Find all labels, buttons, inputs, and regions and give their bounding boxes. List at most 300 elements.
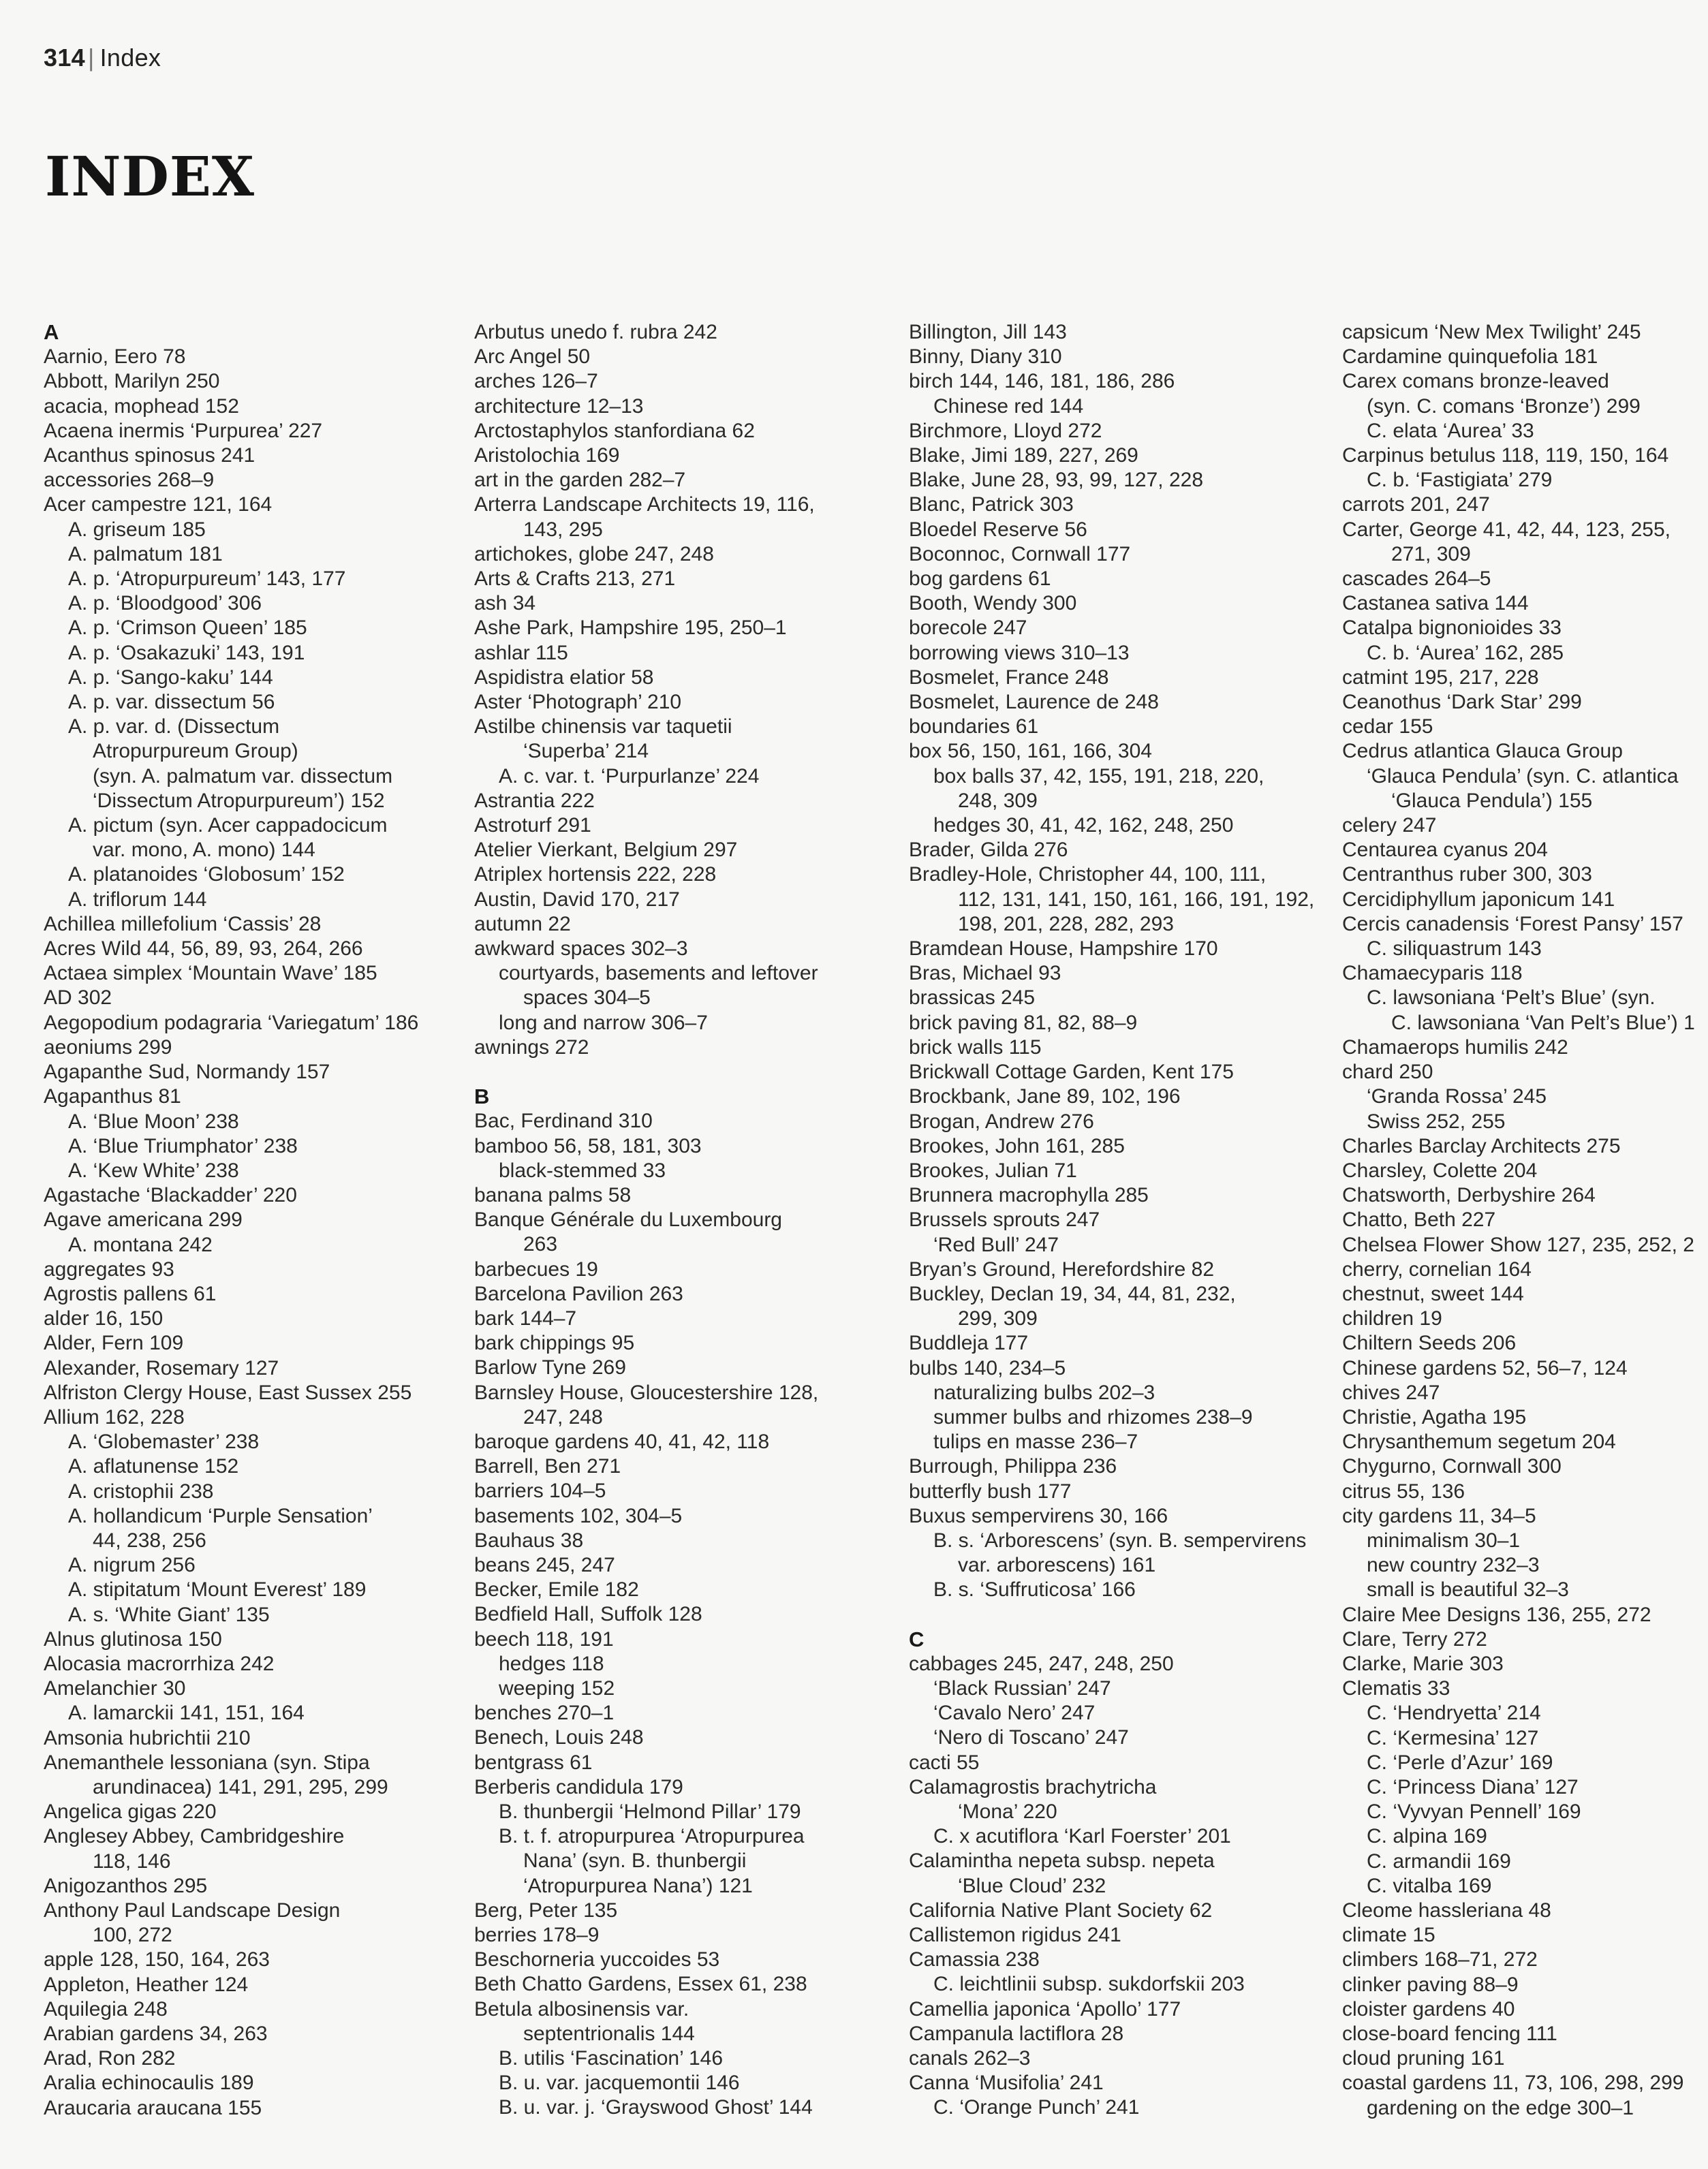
index-subentry: C. b. ‘Aurea’ 162, 285 xyxy=(1367,641,1564,664)
index-entry: brassicas 245 xyxy=(909,986,1036,1010)
index-entry: Cercidiphyllum japonicum 141 xyxy=(1342,888,1615,911)
index-subentry: B. u. var. jacquemontii 146 xyxy=(499,2072,740,2095)
index-subentry: long and narrow 306–7 xyxy=(499,1011,708,1034)
index-entry: boundaries 61 xyxy=(909,715,1039,738)
index-entry: beech 118, 191 xyxy=(474,1627,614,1651)
index-entry: Carpinus betulus 118, 119, 150, 164 xyxy=(1342,444,1669,467)
index-entry: Chygurno, Cornwall 300 xyxy=(1342,1455,1562,1478)
index-entry: Astilbe chinensis var taquetii xyxy=(474,715,732,738)
index-entry: Alnus glutinosa 150 xyxy=(44,1627,222,1651)
index-subentry: Swiss 252, 255 xyxy=(1367,1110,1506,1133)
index-entry: climbers 168–71, 272 xyxy=(1342,1948,1538,1971)
letter-heading: A xyxy=(44,320,59,344)
index-entry: Acer campestre 121, 164 xyxy=(44,493,273,516)
index-entry: Binny, Diany 310 xyxy=(909,345,1062,369)
index-entry: Brader, Gilda 276 xyxy=(909,839,1068,862)
index-entry: Betula albosinensis var. xyxy=(474,1997,689,2020)
index-subentry: minimalism 30–1 xyxy=(1367,1529,1521,1552)
index-subentry: 143, 295 xyxy=(523,518,603,541)
index-subentry: A. lamarckii 141, 151, 164 xyxy=(68,1702,305,1725)
index-entry: Chelsea Flower Show 127, 235, 252, 2 xyxy=(1342,1233,1694,1256)
index-entry: Christie, Agatha 195 xyxy=(1342,1405,1527,1429)
index-entry: Billington, Jill 143 xyxy=(909,321,1067,343)
index-entry: borrowing views 310–13 xyxy=(909,641,1130,664)
index-subentry: A. p. ‘Bloodgood’ 306 xyxy=(68,592,262,615)
index-entry: Anthony Paul Landscape Design xyxy=(44,1899,341,1922)
index-entry: Astrantia 222 xyxy=(474,789,595,812)
index-entry: awnings 272 xyxy=(474,1035,589,1059)
index-subentry: ‘Superba’ 214 xyxy=(523,740,649,763)
index-subentry: ‘Red Bull’ 247 xyxy=(933,1233,1059,1256)
index-entry: alder 16, 150 xyxy=(44,1307,164,1330)
index-subentry: A. p. var. d. (Dissectum xyxy=(68,715,280,738)
index-entry: Chamaerops humilis 242 xyxy=(1342,1035,1568,1059)
index-entry: Brockbank, Jane 89, 102, 196 xyxy=(909,1085,1181,1108)
index-entry: Bras, Michael 93 xyxy=(909,962,1061,985)
index-subentry: C. alpina 169 xyxy=(1367,1825,1487,1848)
index-subentry: C. siliquastrum 143 xyxy=(1367,937,1542,961)
index-subentry: ‘Glauca Pendula’) 155 xyxy=(1391,789,1593,812)
index-entry: Arad, Ron 282 xyxy=(44,2047,176,2070)
index-entry: Clarke, Marie 303 xyxy=(1342,1652,1504,1675)
index-subentry: arundinacea) 141, 291, 295, 299 xyxy=(93,1775,388,1798)
index-entry: Araucaria araucana 155 xyxy=(44,2096,262,2119)
index-entry: Barcelona Pavilion 263 xyxy=(474,1282,683,1305)
index-entry: bulbs 140, 234–5 xyxy=(909,1356,1066,1379)
index-entry: Clematis 33 xyxy=(1342,1677,1450,1700)
index-subentry: A. p. ‘Sango-kaku’ 144 xyxy=(68,666,273,689)
index-entry: basements 102, 304–5 xyxy=(474,1504,683,1527)
index-entry: Brookes, Julian 71 xyxy=(909,1159,1077,1182)
index-entry: Chiltern Seeds 206 xyxy=(1342,1332,1517,1355)
index-subentry: small is beautiful 32–3 xyxy=(1367,1578,1569,1602)
index-entry: Birchmore, Lloyd 272 xyxy=(909,419,1102,442)
index-subentry: A. triflorum 144 xyxy=(68,888,207,911)
index-entry: Achillea millefolium ‘Cassis’ 28 xyxy=(44,912,322,935)
index-entry: Allium 162, 228 xyxy=(44,1405,185,1429)
index-subentry: 198, 201, 228, 282, 293 xyxy=(958,912,1174,935)
index-entry: aggregates 93 xyxy=(44,1258,174,1281)
index-subentry: 100, 272 xyxy=(93,1924,172,1947)
index-entry: Bramdean House, Hampshire 170 xyxy=(909,937,1218,961)
index-entry: Agastache ‘Blackadder’ 220 xyxy=(44,1184,297,1207)
index-entry: cabbages 245, 247, 248, 250 xyxy=(909,1652,1174,1675)
index-column-4 xyxy=(1342,320,1708,2121)
index-entry: Aster ‘Photograph’ 210 xyxy=(474,691,682,714)
index-entry: Cercis canadensis ‘Forest Pansy’ 157 xyxy=(1342,912,1683,935)
index-entry: cascades 264–5 xyxy=(1342,567,1491,591)
index-entry: Bradley-Hole, Christopher 44, 100, 111, xyxy=(909,863,1267,886)
section-gap xyxy=(909,1603,1304,1627)
index-subentry: 118, 146 xyxy=(93,1850,171,1873)
index-entry: barbecues 19 xyxy=(474,1258,598,1281)
index-subentry: tulips en masse 236–7 xyxy=(933,1431,1138,1454)
index-subentry: summer bulbs and rhizomes 238–9 xyxy=(933,1405,1253,1429)
index-subentry: Chinese red 144 xyxy=(933,394,1084,418)
index-entry: Agrostis pallens 61 xyxy=(44,1282,217,1305)
index-entry: Barrell, Ben 271 xyxy=(474,1455,621,1478)
index-entry: cacti 55 xyxy=(909,1751,980,1774)
index-subentry: black-stemmed 33 xyxy=(499,1159,666,1182)
index-subentry: A. pictum (syn. Acer cappadocicum xyxy=(68,814,388,837)
index-entry: Blanc, Patrick 303 xyxy=(909,493,1074,516)
index-subentry: courtyards, basements and leftover xyxy=(499,962,818,985)
index-subentry: A. aflatunense 152 xyxy=(68,1455,239,1478)
index-entry: Castanea sativa 144 xyxy=(1342,592,1529,615)
index-entry: Benech, Louis 248 xyxy=(474,1726,644,1749)
index-entry: box 56, 150, 161, 166, 304 xyxy=(909,740,1152,763)
index-entry: Bauhaus 38 xyxy=(474,1529,584,1552)
index-entry: bentgrass 61 xyxy=(474,1751,593,1774)
index-entry: Aquilegia 248 xyxy=(44,1997,168,2020)
index-entry: Appleton, Heather 124 xyxy=(44,1973,249,1996)
index-entry: city gardens 11, 34–5 xyxy=(1342,1504,1536,1527)
index-subentry: naturalizing bulbs 202–3 xyxy=(933,1381,1155,1404)
index-entry: Arctostaphylos stanfordiana 62 xyxy=(474,419,755,442)
index-subentry: A. p. var. dissectum 56 xyxy=(68,691,275,714)
index-entry: bog gardens 61 xyxy=(909,567,1051,591)
index-subentry: A. griseum 185 xyxy=(68,518,206,541)
index-entry: close-board fencing 111 xyxy=(1342,2023,1557,2046)
index-entry: Acaena inermis ‘Purpurea’ 227 xyxy=(44,419,323,442)
index-entry: Bloedel Reserve 56 xyxy=(909,518,1087,541)
index-entry: Ceanothus ‘Dark Star’ 299 xyxy=(1342,691,1582,714)
index-entry: Clare, Terry 272 xyxy=(1342,1627,1487,1651)
index-entry: Becker, Emile 182 xyxy=(474,1578,639,1602)
index-entry: Amelanchier 30 xyxy=(44,1677,186,1700)
index-entry: Actaea simplex ‘Mountain Wave’ 185 xyxy=(44,962,377,985)
index-subentry: C. ‘Vyvyan Pennell’ 169 xyxy=(1367,1800,1581,1824)
index-entry: capsicum ‘New Mex Twilight’ 245 xyxy=(1342,321,1641,343)
index-entry: AD 302 xyxy=(44,986,112,1010)
index-entry: Aristolochia 169 xyxy=(474,444,620,467)
index-entry: coastal gardens 11, 73, 106, 298, 299 xyxy=(1342,2072,1684,2095)
index-entry: Charles Barclay Architects 275 xyxy=(1342,1134,1621,1157)
index-subentry: C. vitalba 169 xyxy=(1367,1874,1492,1897)
index-entry: bark 144–7 xyxy=(474,1307,577,1330)
index-entry: cedar 155 xyxy=(1342,715,1433,738)
index-subentry: (syn. C. comans ‘Bronze’) 299 xyxy=(1367,394,1641,418)
index-subentry: septentrionalis 144 xyxy=(523,2022,695,2045)
index-subentry: C. lawsoniana ‘Van Pelt’s Blue’) 1 xyxy=(1391,1011,1695,1034)
index-subentry: ‘Nero di Toscano’ 247 xyxy=(933,1726,1129,1749)
index-subentry: (syn. A. palmatum var. dissectum xyxy=(93,764,393,787)
index-subentry: 248, 309 xyxy=(958,789,1038,812)
index-entry: Arterra Landscape Architects 19, 116, xyxy=(474,493,815,516)
index-entry: autumn 22 xyxy=(474,912,571,935)
index-subentry: A. ‘Globemaster’ 238 xyxy=(68,1431,260,1454)
index-entry: awkward spaces 302–3 xyxy=(474,937,688,961)
index-entry: brick paving 81, 82, 88–9 xyxy=(909,1011,1138,1034)
index-entry: apple 128, 150, 164, 263 xyxy=(44,1948,270,1971)
index-subentry: ‘Dissectum Atropurpureum’) 152 xyxy=(93,789,385,812)
index-subentry: ‘Granda Rossa’ 245 xyxy=(1367,1085,1547,1108)
index-subentry: hedges 118 xyxy=(499,1652,604,1675)
index-entry: Brussels sprouts 247 xyxy=(909,1208,1100,1232)
index-entry: Calamintha nepeta subsp. nepeta xyxy=(909,1850,1215,1873)
page-number: 314 xyxy=(44,44,85,72)
index-entry: barriers 104–5 xyxy=(474,1480,606,1503)
index-entry: Callistemon rigidus 241 xyxy=(909,1924,1121,1946)
letter-heading: B xyxy=(474,1084,490,1109)
index-entry: Anigozanthos 295 xyxy=(44,1874,208,1897)
index-entry: Cleome hassleriana 48 xyxy=(1342,1899,1551,1922)
index-subentry: B. thunbergii ‘Helmond Pillar’ 179 xyxy=(499,1800,801,1823)
index-subentry: A. nigrum 256 xyxy=(68,1554,196,1577)
index-entry: Astroturf 291 xyxy=(474,814,591,837)
index-entry: Barlow Tyne 269 xyxy=(474,1356,626,1379)
index-entry: Canna ‘Musifolia’ 241 xyxy=(909,2072,1104,2095)
index-entry: Carter, George 41, 42, 44, 123, 255, xyxy=(1342,518,1671,541)
page-title: INDEX xyxy=(45,144,255,208)
index-subentry: 271, 309 xyxy=(1391,542,1471,565)
index-entry: Brickwall Cottage Garden, Kent 175 xyxy=(909,1061,1234,1084)
index-entry: Buckley, Declan 19, 34, 44, 81, 232, xyxy=(909,1282,1236,1305)
index-subentry: B. t. f. atropurpurea ‘Atropurpurea xyxy=(499,1825,805,1848)
index-subentry: Nana’ (syn. B. thunbergii xyxy=(523,1850,747,1873)
index-entry: Aspidistra elatior 58 xyxy=(474,666,654,689)
index-subentry: gardening on the edge 300–1 xyxy=(1367,2096,1634,2119)
index-entry: Centranthus ruber 300, 303 xyxy=(1342,863,1592,886)
index-entry: Carex comans bronze-leaved xyxy=(1342,370,1609,393)
index-subentry: C. lawsoniana ‘Pelt’s Blue’ (syn. xyxy=(1367,986,1656,1010)
index-subentry: weeping 152 xyxy=(499,1676,615,1700)
index-subentry: 112, 131, 141, 150, 161, 166, 191, 192, xyxy=(958,888,1315,911)
index-entry: Angelica gigas 220 xyxy=(44,1800,217,1824)
index-entry: clinker paving 88–9 xyxy=(1342,1973,1519,1996)
index-entry: Berg, Peter 135 xyxy=(474,1899,618,1922)
index-entry: cloud pruning 161 xyxy=(1342,2047,1505,2070)
index-subentry: 44, 238, 256 xyxy=(93,1529,206,1552)
index-entry: Chamaecyparis 118 xyxy=(1342,962,1523,985)
index-subentry: 247, 248 xyxy=(523,1405,603,1429)
index-entry: Buddleja 177 xyxy=(909,1332,1029,1355)
index-subentry: B. s. ‘Arborescens’ (syn. B. sempervirens xyxy=(933,1529,1307,1552)
index-entry: ashlar 115 xyxy=(474,641,568,664)
index-entry: art in the garden 282–7 xyxy=(474,469,686,492)
index-entry: Ashe Park, Hampshire 195, 250–1 xyxy=(474,617,787,640)
index-entry: Anemanthele lessoniana (syn. Stipa xyxy=(44,1751,370,1774)
index-subentry: A. ‘Kew White’ 238 xyxy=(68,1159,239,1182)
index-entry: Brookes, John 161, 285 xyxy=(909,1134,1125,1157)
index-entry: Catalpa bignonioides 33 xyxy=(1342,617,1562,640)
index-subentry: C. b. ‘Fastigiata’ 279 xyxy=(1367,469,1553,492)
index-entry: Brunnera macrophylla 285 xyxy=(909,1184,1149,1207)
index-subentry: A. p. ‘Atropurpureum’ 143, 177 xyxy=(68,567,346,591)
index-entry: Camassia 238 xyxy=(909,1948,1040,1971)
index-entry: Barnsley House, Gloucestershire 128, xyxy=(474,1381,819,1404)
index-entry: Berberis candidula 179 xyxy=(474,1775,683,1798)
index-subentry: B. u. var. j. ‘Grayswood Ghost’ 144 xyxy=(499,2096,813,2119)
index-entry: Aarnio, Eero 78 xyxy=(44,345,186,369)
index-subentry: A. platanoides ‘Globosum’ 152 xyxy=(68,863,345,886)
index-entry: Bosmelet, France 248 xyxy=(909,666,1109,689)
index-entry: Bedfield Hall, Suffolk 128 xyxy=(474,1603,702,1626)
index-entry: Arts & Crafts 213, 271 xyxy=(474,567,676,591)
index-subentry: ‘Mona’ 220 xyxy=(958,1800,1057,1823)
index-subentry: A. cristophii 238 xyxy=(68,1480,214,1503)
index-subentry: ‘Glauca Pendula’ (syn. C. atlantica xyxy=(1367,764,1679,787)
index-entry: catmint 195, 217, 228 xyxy=(1342,666,1539,689)
index-entry: borecole 247 xyxy=(909,617,1027,640)
index-subentry: A. palmatum 181 xyxy=(68,542,223,565)
index-entry: Charsley, Colette 204 xyxy=(1342,1159,1538,1182)
index-subentry: var. arborescens) 161 xyxy=(958,1554,1156,1577)
index-entry: Boconnoc, Cornwall 177 xyxy=(909,542,1131,565)
index-subentry: C. x acutiflora ‘Karl Foerster’ 201 xyxy=(933,1825,1231,1848)
index-entry: baroque gardens 40, 41, 42, 118 xyxy=(474,1430,770,1453)
index-subentry: C. ‘Orange Punch’ 241 xyxy=(933,2096,1140,2119)
index-entry: Beschorneria yuccoides 53 xyxy=(474,1948,720,1971)
index-entry: Chrysanthemum segetum 204 xyxy=(1342,1431,1616,1454)
index-entry: Bac, Ferdinand 310 xyxy=(474,1110,653,1133)
index-entry: Acres Wild 44, 56, 89, 93, 264, 266 xyxy=(44,937,363,961)
index-entry: Austin, David 170, 217 xyxy=(474,888,680,911)
index-column-2 xyxy=(474,320,869,2121)
index-entry: acacia, mophead 152 xyxy=(44,394,239,418)
index-subentry: C. ‘Hendryetta’ 214 xyxy=(1367,1702,1541,1725)
index-subentry: 263 xyxy=(523,1233,558,1256)
index-subentry: C. armandii 169 xyxy=(1367,1850,1511,1873)
index-subentry: var. mono, A. mono) 144 xyxy=(93,839,315,862)
index-entry: Agave americana 299 xyxy=(44,1208,243,1232)
index-entry: Aralia echinocaulis 189 xyxy=(44,2072,254,2095)
running-head xyxy=(44,44,161,72)
index-entry: accessories 268–9 xyxy=(44,469,215,492)
index-subentry: A. hollandicum ‘Purple Sensation’ xyxy=(68,1504,373,1527)
index-entry: Arbutus unedo f. rubra 242 xyxy=(474,321,717,343)
index-subentry: A. s. ‘White Giant’ 135 xyxy=(68,1603,270,1626)
index-subentry: box balls 37, 42, 155, 191, 218, 220, xyxy=(933,764,1264,787)
index-subentry: A. ‘Blue Moon’ 238 xyxy=(68,1110,239,1133)
index-subentry: B. s. ‘Suffruticosa’ 166 xyxy=(933,1578,1136,1602)
index-entry: arches 126–7 xyxy=(474,370,598,393)
index-entry: Anglesey Abbey, Cambridgeshire xyxy=(44,1825,345,1848)
index-subentry: A. p. ‘Osakazuki’ 143, 191 xyxy=(68,641,305,664)
index-entry: chard 250 xyxy=(1342,1061,1433,1084)
index-entry: Claire Mee Designs 136, 255, 272 xyxy=(1342,1603,1651,1626)
index-entry: Amsonia hubrichtii 210 xyxy=(44,1726,251,1749)
index-subentry: new country 232–3 xyxy=(1367,1554,1540,1577)
index-subentry: spaces 304–5 xyxy=(523,986,651,1010)
index-entry: chestnut, sweet 144 xyxy=(1342,1282,1524,1305)
index-entry: Atelier Vierkant, Belgium 297 xyxy=(474,839,738,862)
index-entry: Centaurea cyanus 204 xyxy=(1342,839,1548,862)
index-entry: Agapanthus 81 xyxy=(44,1085,181,1108)
index-entry: Chinese gardens 52, 56–7, 124 xyxy=(1342,1356,1628,1379)
index-subentry: C. leichtlinii subsp. sukdorfskii 203 xyxy=(933,1973,1245,1996)
index-entry: Beth Chatto Gardens, Essex 61, 238 xyxy=(474,1973,807,1996)
index-subentry: Atropurpureum Group) xyxy=(93,740,298,763)
index-entry: canals 262–3 xyxy=(909,2047,1031,2070)
letter-heading: C xyxy=(909,1627,925,1651)
section-gap xyxy=(474,1060,869,1084)
index-subentry: C. elata ‘Aurea’ 33 xyxy=(1367,419,1534,442)
index-entry: architecture 12–13 xyxy=(474,394,644,418)
index-subentry: C. ‘Perle d’Azur’ 169 xyxy=(1367,1751,1553,1774)
index-entry: Camellia japonica ‘Apollo’ 177 xyxy=(909,1997,1181,2020)
index-entry: Blake, June 28, 93, 99, 127, 228 xyxy=(909,469,1203,492)
index-entry: Agapanthe Sud, Normandy 157 xyxy=(44,1061,330,1084)
index-entry: Bosmelet, Laurence de 248 xyxy=(909,691,1159,714)
index-entry: Blake, Jimi 189, 227, 269 xyxy=(909,444,1138,467)
index-subentry: C. ‘Kermesina’ 127 xyxy=(1367,1726,1539,1749)
index-entry: aeoniums 299 xyxy=(44,1035,172,1059)
index-entry: celery 247 xyxy=(1342,814,1437,837)
index-entry: banana palms 58 xyxy=(474,1183,632,1206)
index-entry: birch 144, 146, 181, 186, 286 xyxy=(909,370,1175,393)
index-entry: ash 34 xyxy=(474,592,536,615)
index-entry: berries 178–9 xyxy=(474,1924,600,1946)
index-subentry: 299, 309 xyxy=(958,1307,1038,1330)
index-subentry: A. p. ‘Crimson Queen’ 185 xyxy=(68,617,307,640)
index-entry: citrus 55, 136 xyxy=(1342,1480,1465,1503)
index-entry: Abbott, Marilyn 250 xyxy=(44,370,220,393)
index-entry: Acanthus spinosus 241 xyxy=(44,444,255,467)
index-entry: Calamagrostis brachytricha xyxy=(909,1775,1157,1798)
index-entry: Alfriston Clergy House, East Sussex 255 xyxy=(44,1381,412,1404)
index-entry: beans 245, 247 xyxy=(474,1553,615,1576)
index-subentry: A. montana 242 xyxy=(68,1233,213,1256)
index-column-3 xyxy=(909,320,1315,2121)
index-subentry: ‘Black Russian’ 247 xyxy=(933,1676,1111,1700)
index-entry: benches 270–1 xyxy=(474,1702,615,1725)
index-subentry: hedges 30, 41, 42, 162, 248, 250 xyxy=(933,814,1234,837)
index-subentry: ‘Blue Cloud’ 232 xyxy=(958,1874,1106,1897)
index-entry: bamboo 56, 58, 181, 303 xyxy=(474,1134,702,1157)
index-entry: Alocasia macrorrhiza 242 xyxy=(44,1652,275,1675)
index-entry: Arabian gardens 34, 263 xyxy=(44,2023,268,2046)
index-subentry: ‘Atropurpurea Nana’) 121 xyxy=(523,1874,753,1897)
index-entry: Cardamine quinquefolia 181 xyxy=(1342,345,1598,369)
index-entry: butterfly bush 177 xyxy=(909,1480,1072,1503)
index-entry: children 19 xyxy=(1342,1307,1442,1330)
index-subentry: A. ‘Blue Triumphator’ 238 xyxy=(68,1134,298,1157)
index-entry: brick walls 115 xyxy=(909,1035,1042,1059)
index-entry: cherry, cornelian 164 xyxy=(1342,1258,1532,1281)
section-name: Index xyxy=(99,44,161,72)
index-entry: cloister gardens 40 xyxy=(1342,1997,1515,2020)
index-entry: Banque Générale du Luxembourg xyxy=(474,1208,782,1232)
index-entry: Arc Angel 50 xyxy=(474,345,591,369)
header-separator: | xyxy=(87,44,95,72)
index-entry: chives 247 xyxy=(1342,1381,1440,1404)
index-entry: Alder, Fern 109 xyxy=(44,1332,184,1355)
index-subentry: A. c. var. t. ‘Purpurlanze’ 224 xyxy=(499,764,760,787)
index-entry: climate 15 xyxy=(1342,1924,1435,1947)
index-entry: Campanula lactiflora 28 xyxy=(909,2022,1124,2045)
index-entry: Chatto, Beth 227 xyxy=(1342,1208,1496,1232)
index-subentry: C. ‘Princess Diana’ 127 xyxy=(1367,1775,1579,1798)
index-entry: Bryan’s Ground, Herefordshire 82 xyxy=(909,1258,1215,1281)
index-column-1 xyxy=(44,320,439,2121)
index-entry: artichokes, globe 247, 248 xyxy=(474,542,714,565)
index-entry: California Native Plant Society 62 xyxy=(909,1899,1213,1922)
index-entry: bark chippings 95 xyxy=(474,1332,635,1355)
index-entry: Alexander, Rosemary 127 xyxy=(44,1356,279,1379)
index-entry: carrots 201, 247 xyxy=(1342,493,1490,516)
index-entry: Brogan, Andrew 276 xyxy=(909,1110,1094,1133)
index-entry: Aegopodium podagraria ‘Variegatum’ 186 xyxy=(44,1011,419,1034)
index-subentry: A. stipitatum ‘Mount Everest’ 189 xyxy=(68,1578,367,1602)
index-entry: Chatsworth, Derbyshire 264 xyxy=(1342,1184,1596,1207)
index-entry: Cedrus atlantica Glauca Group xyxy=(1342,740,1623,763)
index-entry: Atriplex hortensis 222, 228 xyxy=(474,863,717,886)
index-entry: Booth, Wendy 300 xyxy=(909,592,1077,615)
index-entry: Burrough, Philippa 236 xyxy=(909,1455,1117,1478)
index-entry: Buxus sempervirens 30, 166 xyxy=(909,1504,1168,1527)
index-subentry: B. utilis ‘Fascination’ 146 xyxy=(499,2047,724,2070)
